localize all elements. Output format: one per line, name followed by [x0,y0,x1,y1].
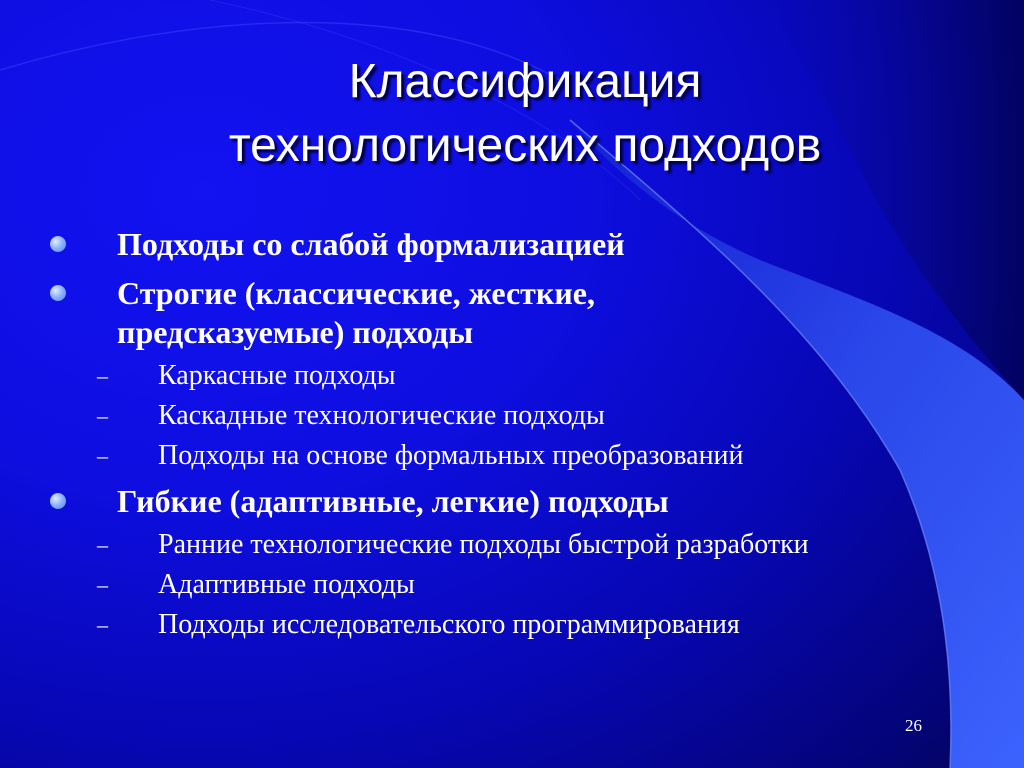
list-item-text: предсказуемые) подходы [117,314,474,350]
dash-icon: – [97,612,108,637]
dash-icon: – [97,443,108,468]
sub-list-item-text: Подходы на основе формальных преобразований [158,440,744,471]
sub-list-item-text: Каскадные технологические подходы [158,400,605,431]
sub-list-item-text: Каркасные подходы [158,360,396,391]
title-line-2: технологических подходов [228,119,822,172]
bullet-icon [50,285,66,301]
list-item-text: Гибкие (адаптивные, легкие) подходы [117,483,669,519]
sub-list-item-text: Подходы исследовательского программирования [158,609,740,640]
page-number: 26 [905,716,922,735]
title-line-1: Классификация [348,55,702,108]
slide-title [60,50,990,178]
dash-icon: – [97,532,108,557]
dash-icon: – [97,403,108,428]
sub-list-item-text: Адаптивные подходы [158,569,415,600]
bullet-icon [50,493,66,509]
dash-icon: – [97,363,108,388]
bullet-icon [50,236,66,252]
list-item-text: Подходы со слабой формализацией [117,226,625,262]
dash-icon: – [97,572,108,597]
list-item-text: Строгие (классические, жесткие, [117,275,595,311]
sub-list-item-text: Ранние технологические подходы быстрой разработки [158,529,809,560]
